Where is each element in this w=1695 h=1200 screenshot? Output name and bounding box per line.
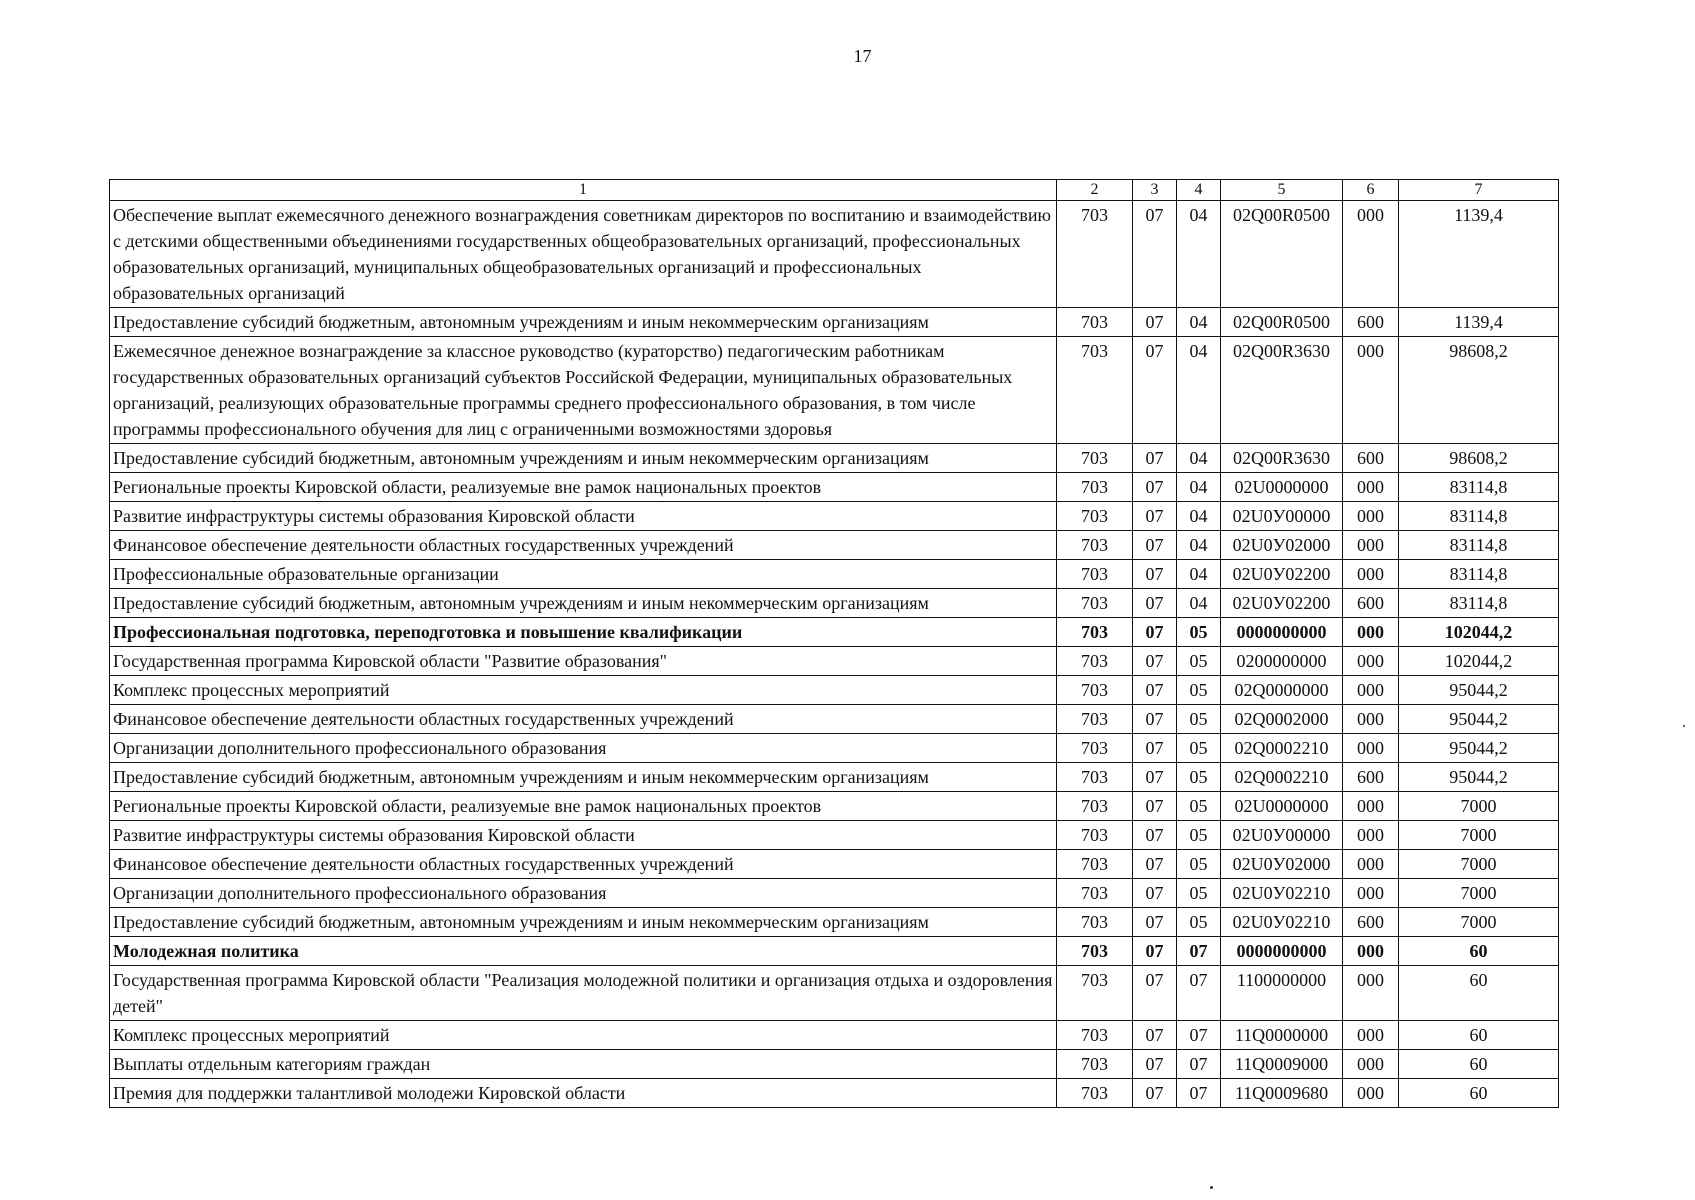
row-expense-type-cell: 000: [1343, 502, 1399, 531]
row-ved-cell: 703: [1057, 734, 1133, 763]
header-col-1: 1: [110, 180, 1057, 201]
row-ved-cell: 703: [1057, 705, 1133, 734]
row-target-article-cell: 02Q00R0500: [1221, 201, 1343, 308]
row-amount-cell: 98608,2: [1399, 337, 1559, 444]
row-amount-cell: 60: [1399, 966, 1559, 1021]
row-target-article-cell: 02U0У02210: [1221, 879, 1343, 908]
table-row: [110, 473, 1559, 502]
row-expense-type-cell: 000: [1343, 850, 1399, 879]
row-name-cell: Комплекс процессных мероприятий: [110, 676, 1057, 705]
row-ved-cell: 703: [1057, 937, 1133, 966]
row-target-article-cell: 02Q0002210: [1221, 734, 1343, 763]
row-subsection-cell: 04: [1177, 308, 1221, 337]
row-subsection-cell: 04: [1177, 531, 1221, 560]
row-target-article-cell: 11Q0009000: [1221, 1050, 1343, 1079]
header-col-4: 4: [1177, 180, 1221, 201]
row-target-article-cell: 0200000000: [1221, 647, 1343, 676]
row-target-article-cell: 1100000000: [1221, 966, 1343, 1021]
row-subsection-cell: 05: [1177, 821, 1221, 850]
row-amount-cell: 60: [1399, 937, 1559, 966]
row-name-cell: Ежемесячное денежное вознаграждение за классное руководство (кураторство) педагогическим работникам государственных образовательных организаций субъектов Российской Федерации, муниципальных образовательных организаций, реализующих образовательные программы среднего профессионального образования, в том числе программы профессионального обучения для лиц с ограниченными возможностями здоровья: [110, 337, 1057, 444]
table-row: [110, 560, 1559, 589]
row-amount-cell: 7000: [1399, 879, 1559, 908]
row-expense-type-cell: 000: [1343, 937, 1399, 966]
row-section-cell: 07: [1133, 560, 1177, 589]
table-row: [110, 792, 1559, 821]
row-target-article-cell: 02U0000000: [1221, 792, 1343, 821]
row-name-cell: Организации дополнительного профессионального образования: [110, 734, 1057, 763]
row-section-cell: 07: [1133, 937, 1177, 966]
row-ved-cell: 703: [1057, 1079, 1133, 1108]
table-row: [110, 1021, 1559, 1050]
table-row: [110, 1079, 1559, 1108]
table-row: [110, 502, 1559, 531]
row-target-article-cell: 02U0У02200: [1221, 589, 1343, 618]
table-row: [110, 531, 1559, 560]
row-ved-cell: 703: [1057, 201, 1133, 308]
row-name-cell: Премия для поддержки талантливой молодежи Кировской области: [110, 1079, 1057, 1108]
row-name-cell: Выплаты отдельным категориям граждан: [110, 1050, 1057, 1079]
row-target-article-cell: 02U0У02000: [1221, 850, 1343, 879]
row-subsection-cell: 04: [1177, 201, 1221, 308]
table-row: [110, 908, 1559, 937]
row-name-cell: Региональные проекты Кировской области, реализуемые вне рамок национальных проектов: [110, 792, 1057, 821]
row-section-cell: 07: [1133, 850, 1177, 879]
row-expense-type-cell: 000: [1343, 734, 1399, 763]
row-amount-cell: 98608,2: [1399, 444, 1559, 473]
row-ved-cell: 703: [1057, 676, 1133, 705]
row-subsection-cell: 05: [1177, 763, 1221, 792]
row-ved-cell: 703: [1057, 850, 1133, 879]
row-target-article-cell: 0000000000: [1221, 618, 1343, 647]
row-target-article-cell: 02U0У02000: [1221, 531, 1343, 560]
row-subsection-cell: 07: [1177, 937, 1221, 966]
table-row: [110, 734, 1559, 763]
row-amount-cell: 7000: [1399, 792, 1559, 821]
row-amount-cell: 83114,8: [1399, 473, 1559, 502]
row-target-article-cell: 02Q00R3630: [1221, 444, 1343, 473]
row-amount-cell: 95044,2: [1399, 734, 1559, 763]
scan-dot: [1210, 1186, 1213, 1189]
row-amount-cell: 83114,8: [1399, 502, 1559, 531]
row-expense-type-cell: 000: [1343, 531, 1399, 560]
row-ved-cell: 703: [1057, 560, 1133, 589]
row-target-article-cell: 02U0У02200: [1221, 560, 1343, 589]
row-name-cell: Организации дополнительного профессионального образования: [110, 879, 1057, 908]
table-row: [110, 879, 1559, 908]
row-target-article-cell: 11Q0009680: [1221, 1079, 1343, 1108]
row-subsection-cell: 05: [1177, 792, 1221, 821]
row-subsection-cell: 05: [1177, 647, 1221, 676]
header-col-6: 6: [1343, 180, 1399, 201]
row-subsection-cell: 05: [1177, 908, 1221, 937]
row-ved-cell: 703: [1057, 308, 1133, 337]
row-section-cell: 07: [1133, 308, 1177, 337]
row-section-cell: 07: [1133, 705, 1177, 734]
row-expense-type-cell: 000: [1343, 618, 1399, 647]
row-expense-type-cell: 600: [1343, 763, 1399, 792]
row-section-cell: 07: [1133, 734, 1177, 763]
row-section-cell: 07: [1133, 792, 1177, 821]
table-row: [110, 705, 1559, 734]
row-section-cell: 07: [1133, 589, 1177, 618]
row-section-cell: 07: [1133, 444, 1177, 473]
table-header-row: [110, 180, 1559, 201]
row-subsection-cell: 04: [1177, 589, 1221, 618]
row-amount-cell: 102044,2: [1399, 618, 1559, 647]
row-section-cell: 07: [1133, 473, 1177, 502]
table-row: [110, 647, 1559, 676]
row-subsection-cell: 05: [1177, 618, 1221, 647]
row-expense-type-cell: 000: [1343, 792, 1399, 821]
row-name-cell: Предоставление субсидий бюджетным, автономным учреждениям и иным некоммерческим организациям: [110, 908, 1057, 937]
row-section-cell: 07: [1133, 1050, 1177, 1079]
row-expense-type-cell: 000: [1343, 1079, 1399, 1108]
row-subsection-cell: 05: [1177, 734, 1221, 763]
table-row: [110, 676, 1559, 705]
row-name-cell: Государственная программа Кировской области "Развитие образования": [110, 647, 1057, 676]
row-target-article-cell: 02Q0002210: [1221, 763, 1343, 792]
row-name-cell: Финансовое обеспечение деятельности областных государственных учреждений: [110, 705, 1057, 734]
row-subsection-cell: 07: [1177, 1079, 1221, 1108]
row-target-article-cell: 02U0000000: [1221, 473, 1343, 502]
header-col-2: 2: [1057, 180, 1133, 201]
table-row: [110, 308, 1559, 337]
row-name-cell: Финансовое обеспечение деятельности областных государственных учреждений: [110, 531, 1057, 560]
row-ved-cell: 703: [1057, 879, 1133, 908]
budget-table: [109, 179, 1559, 1108]
row-expense-type-cell: 000: [1343, 1050, 1399, 1079]
table-row: [110, 201, 1559, 308]
row-section-cell: 07: [1133, 502, 1177, 531]
row-target-article-cell: 02U0У00000: [1221, 502, 1343, 531]
row-subsection-cell: 04: [1177, 502, 1221, 531]
row-amount-cell: 95044,2: [1399, 676, 1559, 705]
row-amount-cell: 83114,8: [1399, 531, 1559, 560]
row-name-cell: Предоставление субсидий бюджетным, автономным учреждениям и иным некоммерческим организациям: [110, 308, 1057, 337]
row-section-cell: 07: [1133, 531, 1177, 560]
row-name-cell: Финансовое обеспечение деятельности областных государственных учреждений: [110, 850, 1057, 879]
row-subsection-cell: 04: [1177, 560, 1221, 589]
row-name-cell: Предоставление субсидий бюджетным, автономным учреждениям и иным некоммерческим организациям: [110, 589, 1057, 618]
row-subsection-cell: 04: [1177, 337, 1221, 444]
row-subsection-cell: 05: [1177, 879, 1221, 908]
row-target-article-cell: 02Q00R0500: [1221, 308, 1343, 337]
row-name-cell: Молодежная политика: [110, 937, 1057, 966]
row-expense-type-cell: 600: [1343, 444, 1399, 473]
table-row: [110, 337, 1559, 444]
row-name-cell: Развитие инфраструктуры системы образования Кировской области: [110, 502, 1057, 531]
row-amount-cell: 60: [1399, 1079, 1559, 1108]
table-row: [110, 444, 1559, 473]
row-ved-cell: 703: [1057, 502, 1133, 531]
table-row: [110, 618, 1559, 647]
row-amount-cell: 95044,2: [1399, 763, 1559, 792]
row-section-cell: 07: [1133, 647, 1177, 676]
row-expense-type-cell: 600: [1343, 308, 1399, 337]
row-ved-cell: 703: [1057, 589, 1133, 618]
page-number: 17: [853, 46, 872, 66]
row-ved-cell: 703: [1057, 473, 1133, 502]
row-name-cell: Обеспечение выплат ежемесячного денежного вознаграждения советникам директоров по воспитанию и взаимодействию с детскими общественными объединениями государственных общеобразовательных организаций, профессиональных образовательных организаций, муниципальных общеобразовательных организаций и профессиональных образовательных организаций: [110, 201, 1057, 308]
row-target-article-cell: 02Q0000000: [1221, 676, 1343, 705]
row-amount-cell: 1139,4: [1399, 308, 1559, 337]
row-expense-type-cell: 000: [1343, 821, 1399, 850]
row-section-cell: 07: [1133, 618, 1177, 647]
row-ved-cell: 703: [1057, 763, 1133, 792]
row-target-article-cell: 02U0У02210: [1221, 908, 1343, 937]
table-row: [110, 850, 1559, 879]
row-amount-cell: 1139,4: [1399, 201, 1559, 308]
row-subsection-cell: 04: [1177, 473, 1221, 502]
header-col-5: 5: [1221, 180, 1343, 201]
row-name-cell: Профессиональные образовательные организации: [110, 560, 1057, 589]
row-expense-type-cell: 000: [1343, 705, 1399, 734]
row-subsection-cell: 04: [1177, 444, 1221, 473]
row-expense-type-cell: 000: [1343, 879, 1399, 908]
row-section-cell: 07: [1133, 821, 1177, 850]
row-target-article-cell: 02U0У00000: [1221, 821, 1343, 850]
row-ved-cell: 703: [1057, 908, 1133, 937]
row-section-cell: 07: [1133, 1021, 1177, 1050]
row-ved-cell: 703: [1057, 618, 1133, 647]
row-expense-type-cell: 600: [1343, 589, 1399, 618]
table-row: [110, 966, 1559, 1021]
row-expense-type-cell: 000: [1343, 647, 1399, 676]
row-amount-cell: 102044,2: [1399, 647, 1559, 676]
row-name-cell: Государственная программа Кировской области "Реализация молодежной политики и организация отдыха и оздоровления детей": [110, 966, 1057, 1021]
row-target-article-cell: 02Q0002000: [1221, 705, 1343, 734]
row-name-cell: Развитие инфраструктуры системы образования Кировской области: [110, 821, 1057, 850]
row-expense-type-cell: 000: [1343, 676, 1399, 705]
scan-dot: [1683, 725, 1685, 727]
row-ved-cell: 703: [1057, 531, 1133, 560]
row-subsection-cell: 07: [1177, 1021, 1221, 1050]
row-section-cell: 07: [1133, 1079, 1177, 1108]
row-expense-type-cell: 000: [1343, 473, 1399, 502]
row-name-cell: Предоставление субсидий бюджетным, автономным учреждениям и иным некоммерческим организациям: [110, 444, 1057, 473]
row-section-cell: 07: [1133, 201, 1177, 308]
row-amount-cell: 7000: [1399, 908, 1559, 937]
row-amount-cell: 95044,2: [1399, 705, 1559, 734]
row-expense-type-cell: 600: [1343, 908, 1399, 937]
table-row: [110, 937, 1559, 966]
row-ved-cell: 703: [1057, 792, 1133, 821]
row-subsection-cell: 07: [1177, 966, 1221, 1021]
row-section-cell: 07: [1133, 676, 1177, 705]
table-row: [110, 589, 1559, 618]
row-subsection-cell: 07: [1177, 1050, 1221, 1079]
row-ved-cell: 703: [1057, 647, 1133, 676]
row-name-cell: Региональные проекты Кировской области, реализуемые вне рамок национальных проектов: [110, 473, 1057, 502]
row-amount-cell: 83114,8: [1399, 589, 1559, 618]
row-expense-type-cell: 000: [1343, 966, 1399, 1021]
row-section-cell: 07: [1133, 337, 1177, 444]
row-target-article-cell: 02Q00R3630: [1221, 337, 1343, 444]
row-expense-type-cell: 000: [1343, 201, 1399, 308]
header-col-3: 3: [1133, 180, 1177, 201]
table-row: [110, 1050, 1559, 1079]
row-amount-cell: 60: [1399, 1050, 1559, 1079]
row-target-article-cell: 0000000000: [1221, 937, 1343, 966]
table-row: [110, 821, 1559, 850]
row-section-cell: 07: [1133, 908, 1177, 937]
table-row: [110, 763, 1559, 792]
row-section-cell: 07: [1133, 966, 1177, 1021]
row-ved-cell: 703: [1057, 337, 1133, 444]
row-name-cell: Профессиональная подготовка, переподготовка и повышение квалификации: [110, 618, 1057, 647]
row-ved-cell: 703: [1057, 1050, 1133, 1079]
row-amount-cell: 7000: [1399, 821, 1559, 850]
row-ved-cell: 703: [1057, 821, 1133, 850]
row-name-cell: Комплекс процессных мероприятий: [110, 1021, 1057, 1050]
row-name-cell: Предоставление субсидий бюджетным, автономным учреждениям и иным некоммерческим организациям: [110, 763, 1057, 792]
row-amount-cell: 83114,8: [1399, 560, 1559, 589]
row-amount-cell: 60: [1399, 1021, 1559, 1050]
row-ved-cell: 703: [1057, 1021, 1133, 1050]
row-subsection-cell: 05: [1177, 850, 1221, 879]
row-subsection-cell: 05: [1177, 676, 1221, 705]
row-ved-cell: 703: [1057, 966, 1133, 1021]
row-amount-cell: 7000: [1399, 850, 1559, 879]
row-expense-type-cell: 000: [1343, 560, 1399, 589]
row-ved-cell: 703: [1057, 444, 1133, 473]
row-subsection-cell: 05: [1177, 705, 1221, 734]
row-expense-type-cell: 000: [1343, 1021, 1399, 1050]
row-section-cell: 07: [1133, 879, 1177, 908]
row-expense-type-cell: 000: [1343, 337, 1399, 444]
row-section-cell: 07: [1133, 763, 1177, 792]
row-target-article-cell: 11Q0000000: [1221, 1021, 1343, 1050]
header-col-7: 7: [1399, 180, 1559, 201]
